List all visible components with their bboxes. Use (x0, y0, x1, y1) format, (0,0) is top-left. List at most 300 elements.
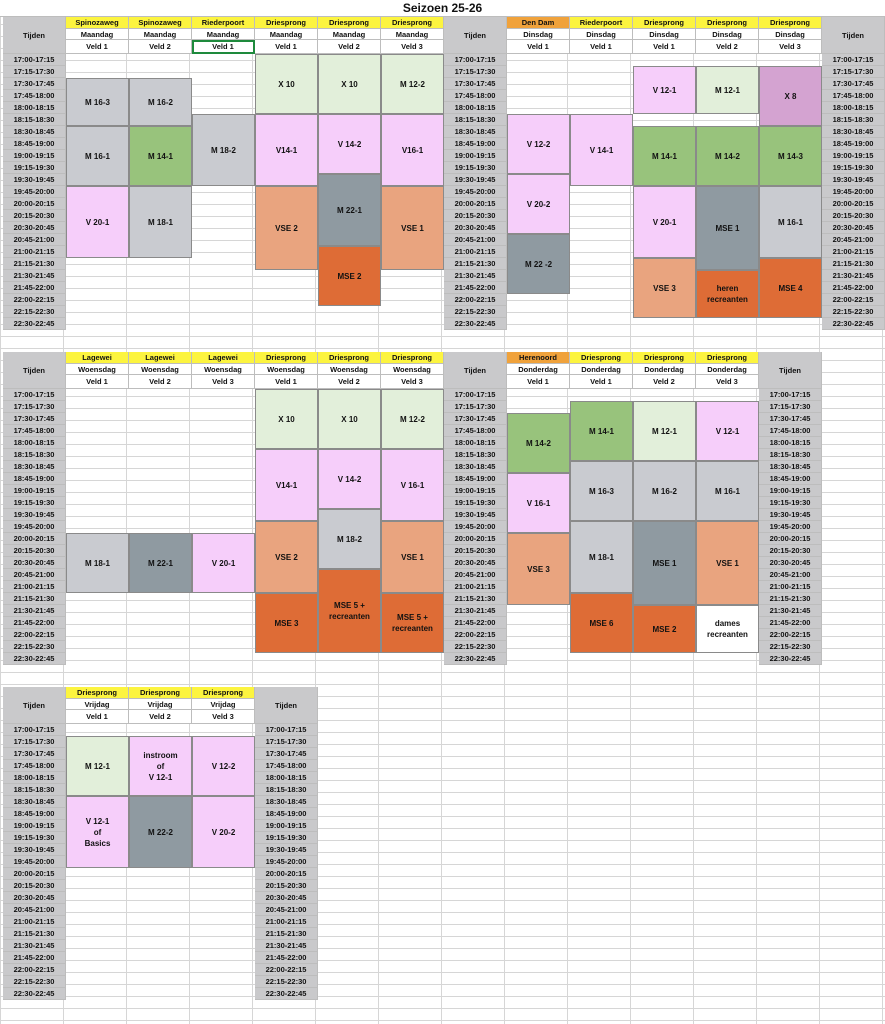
training-block[interactable]: MSE 2 (633, 605, 696, 653)
training-block[interactable]: V 12-2 (507, 114, 570, 174)
time-slot: 22:30-22:45 (444, 653, 507, 665)
training-block[interactable]: MSE 1 (696, 186, 759, 270)
time-slot: 21:30-21:45 (444, 605, 507, 617)
training-block[interactable]: M 14-1 (570, 401, 633, 461)
time-slot: 19:30-19:45 (255, 844, 318, 856)
location-header: Herenoord (507, 352, 570, 364)
time-column-header: Tijden (759, 352, 822, 389)
training-block[interactable]: VSE 3 (507, 533, 570, 605)
training-block[interactable]: M 12-1 (66, 736, 129, 796)
time-slot: 22:00-22:15 (255, 964, 318, 976)
training-block[interactable]: VSE 2 (255, 186, 318, 270)
time-slot: 20:00-20:15 (3, 868, 66, 880)
field-header: Veld 2 (129, 375, 192, 389)
day-header: Vrijdag (192, 699, 255, 710)
time-slot: 20:45-21:00 (3, 904, 66, 916)
time-slot: 19:00-19:15 (255, 820, 318, 832)
time-slot: 18:45-19:00 (3, 808, 66, 820)
time-slot: 19:30-19:45 (3, 509, 66, 521)
location-header: Driesprong (129, 687, 192, 699)
time-slot: 19:15-19:30 (822, 162, 885, 174)
time-slot: 18:30-18:45 (255, 796, 318, 808)
time-slot: 17:45-18:00 (255, 760, 318, 772)
time-slot: 17:30-17:45 (3, 413, 66, 425)
training-block[interactable]: M 18-1 (129, 186, 192, 258)
time-slot: 21:15-21:30 (444, 593, 507, 605)
day-header: Donderdag (696, 364, 759, 375)
time-slot: 22:00-22:15 (3, 629, 66, 641)
time-slot: 17:45-18:00 (444, 90, 507, 102)
time-slot: 19:00-19:15 (822, 150, 885, 162)
training-block[interactable]: M 16-1 (759, 186, 822, 258)
field-header: Veld 3 (759, 40, 822, 54)
time-slot: 20:30-20:45 (255, 892, 318, 904)
training-block[interactable]: VSE 1 (381, 521, 444, 593)
field-header: Veld 1 (66, 375, 129, 389)
training-block[interactable]: X 8 (759, 66, 822, 126)
training-block[interactable]: M 22 -2 (507, 234, 570, 294)
training-block[interactable]: V14-1 (255, 114, 318, 186)
time-slot: 18:00-18:15 (3, 772, 66, 784)
training-block[interactable]: MSE 1 (633, 521, 696, 605)
training-block[interactable]: MSE 4 (759, 258, 822, 318)
day-header: Dinsdag (507, 29, 570, 40)
training-block[interactable]: M 14-1 (129, 126, 192, 186)
time-slot: 22:30-22:45 (3, 653, 66, 665)
day-header: Vrijdag (129, 699, 192, 710)
time-column-header: Tijden (3, 17, 66, 54)
training-block[interactable]: M 12-1 (633, 401, 696, 461)
location-header: Driesprong (381, 352, 444, 364)
time-slot: 19:15-19:30 (3, 162, 66, 174)
time-slot: 20:00-20:15 (3, 533, 66, 545)
time-slot: 19:15-19:30 (444, 497, 507, 509)
time-slot: 22:30-22:45 (759, 653, 822, 665)
time-column-header: Tijden (3, 352, 66, 389)
time-slot: 20:00-20:15 (3, 198, 66, 210)
training-block[interactable]: MSE 2 (318, 246, 381, 306)
time-slot: 20:45-21:00 (3, 234, 66, 246)
time-slot: 19:45-20:00 (3, 186, 66, 198)
field-header: Veld 1 (66, 710, 129, 724)
field-header: Veld 1 (255, 40, 318, 54)
time-slot: 17:45-18:00 (3, 425, 66, 437)
training-block[interactable]: X 10 (255, 389, 318, 449)
time-slot: 21:00-21:15 (3, 581, 66, 593)
time-column-header: Tijden (822, 17, 885, 54)
training-block[interactable]: V 14-1 (570, 114, 633, 186)
time-slot: 17:00-17:15 (444, 389, 507, 401)
time-slot: 21:45-22:00 (3, 282, 66, 294)
time-slot: 22:15-22:30 (444, 641, 507, 653)
location-header: Riederpoort (192, 17, 255, 29)
training-block[interactable]: M 18-2 (318, 509, 381, 569)
time-slot: 18:15-18:30 (759, 449, 822, 461)
training-block[interactable]: MSE 5 + recreanten (381, 593, 444, 653)
time-slot: 18:15-18:30 (3, 449, 66, 461)
training-block[interactable]: MSE 5 + recreanten (318, 569, 381, 653)
time-slot: 21:30-21:45 (3, 605, 66, 617)
time-slot: 21:15-21:30 (822, 258, 885, 270)
time-slot: 20:45-21:00 (3, 569, 66, 581)
field-header: Veld 1 (66, 40, 129, 54)
time-slot: 19:15-19:30 (3, 832, 66, 844)
location-header: Driesprong (696, 17, 759, 29)
field-header: Veld 2 (318, 375, 381, 389)
time-slot: 19:00-19:15 (3, 820, 66, 832)
time-slot: 21:00-21:15 (444, 581, 507, 593)
training-block[interactable]: heren recreanten (696, 270, 759, 318)
training-block[interactable]: VSE 3 (633, 258, 696, 318)
training-block[interactable]: M 18-2 (192, 114, 255, 186)
time-slot: 21:30-21:45 (3, 940, 66, 952)
time-slot: 20:30-20:45 (822, 222, 885, 234)
training-block[interactable]: M 16-1 (66, 126, 129, 186)
time-slot: 17:15-17:30 (3, 66, 66, 78)
time-slot: 17:30-17:45 (3, 748, 66, 760)
time-slot: 18:45-19:00 (444, 138, 507, 150)
time-slot: 20:15-20:30 (444, 545, 507, 557)
training-block[interactable]: V 16-1 (507, 473, 570, 533)
time-slot: 19:30-19:45 (444, 509, 507, 521)
time-slot: 22:00-22:15 (3, 294, 66, 306)
time-slot: 17:30-17:45 (255, 748, 318, 760)
time-slot: 22:15-22:30 (3, 976, 66, 988)
time-slot: 18:00-18:15 (255, 772, 318, 784)
time-slot: 21:45-22:00 (444, 282, 507, 294)
training-block[interactable]: M 16-2 (129, 78, 192, 126)
time-slot: 17:00-17:15 (444, 54, 507, 66)
time-slot: 22:00-22:15 (759, 629, 822, 641)
training-block[interactable]: V 16-1 (381, 449, 444, 521)
time-slot: 17:45-18:00 (822, 90, 885, 102)
field-header: Veld 1 (570, 375, 633, 389)
training-block[interactable]: M 22-1 (318, 174, 381, 246)
time-slot: 18:15-18:30 (3, 784, 66, 796)
training-block[interactable]: VSE 2 (255, 521, 318, 593)
location-header: Driesprong (318, 17, 381, 29)
time-slot: 19:45-20:00 (3, 856, 66, 868)
time-slot: 19:45-20:00 (822, 186, 885, 198)
day-header: Dinsdag (570, 29, 633, 40)
location-header: Driesprong (570, 352, 633, 364)
time-slot: 18:00-18:15 (3, 102, 66, 114)
field-header: Veld 3 (192, 375, 255, 389)
time-slot: 19:00-19:15 (3, 150, 66, 162)
time-slot: 18:30-18:45 (444, 126, 507, 138)
time-slot: 20:45-21:00 (444, 234, 507, 246)
training-block[interactable]: M 12-2 (381, 389, 444, 449)
training-block[interactable]: M 22-1 (129, 533, 192, 593)
field-header: Veld 3 (696, 375, 759, 389)
day-header: Maandag (255, 29, 318, 40)
time-slot: 21:00-21:15 (3, 916, 66, 928)
time-slot: 21:30-21:45 (822, 270, 885, 282)
field-header: Veld 1 (507, 375, 570, 389)
location-header: Driesprong (192, 687, 255, 699)
training-block[interactable]: V 12-1 (633, 66, 696, 114)
time-slot: 20:15-20:30 (3, 545, 66, 557)
time-slot: 18:15-18:30 (3, 114, 66, 126)
location-header: Lagewei (192, 352, 255, 364)
training-block[interactable]: V 12-1 of Basics (66, 796, 129, 868)
time-slot: 21:30-21:45 (255, 940, 318, 952)
training-block[interactable]: V 20-1 (66, 186, 129, 258)
field-header: Veld 1 (633, 40, 696, 54)
training-block[interactable]: V 12-2 (192, 736, 255, 796)
time-slot: 20:00-20:15 (759, 533, 822, 545)
time-slot: 18:45-19:00 (822, 138, 885, 150)
time-slot: 20:00-20:15 (444, 533, 507, 545)
training-block[interactable]: M 22-2 (129, 796, 192, 868)
time-slot: 17:00-17:15 (3, 54, 66, 66)
time-slot: 19:45-20:00 (444, 186, 507, 198)
location-header: Den Dam (507, 17, 570, 29)
time-slot: 17:00-17:15 (759, 389, 822, 401)
training-block[interactable]: M 14-2 (696, 126, 759, 186)
field-header: Veld 1 (507, 40, 570, 54)
time-slot: 18:30-18:45 (822, 126, 885, 138)
time-slot: 17:30-17:45 (3, 78, 66, 90)
field-header: Veld 2 (696, 40, 759, 54)
time-slot: 19:30-19:45 (3, 174, 66, 186)
time-slot: 21:30-21:45 (3, 270, 66, 282)
training-block[interactable]: V 20-1 (192, 533, 255, 593)
time-column-header: Tijden (444, 352, 507, 389)
time-slot: 18:15-18:30 (444, 114, 507, 126)
day-header: Dinsdag (633, 29, 696, 40)
location-header: Driesprong (381, 17, 444, 29)
time-slot: 17:15-17:30 (444, 401, 507, 413)
training-block[interactable]: M 16-2 (633, 461, 696, 521)
training-block[interactable]: V 20-2 (192, 796, 255, 868)
time-slot: 20:00-20:15 (822, 198, 885, 210)
time-slot: 18:00-18:15 (759, 437, 822, 449)
training-block[interactable]: dames recreanten (696, 605, 759, 653)
day-header: Woensdag (255, 364, 318, 375)
day-header: Woensdag (381, 364, 444, 375)
time-slot: 17:15-17:30 (822, 66, 885, 78)
training-block[interactable]: M 16-3 (66, 78, 129, 126)
training-block[interactable]: M 14-2 (507, 413, 570, 473)
time-slot: 21:30-21:45 (444, 270, 507, 282)
time-slot: 20:45-21:00 (822, 234, 885, 246)
field-header: Veld 2 (633, 375, 696, 389)
location-header: Spinozaweg (66, 17, 129, 29)
time-slot: 17:45-18:00 (444, 425, 507, 437)
location-header: Driesprong (66, 687, 129, 699)
field-header: Veld 2 (129, 40, 192, 54)
location-header: Driesprong (696, 352, 759, 364)
time-slot: 22:15-22:30 (759, 641, 822, 653)
time-slot: 18:30-18:45 (759, 461, 822, 473)
field-header: Veld 1 (255, 375, 318, 389)
time-slot: 21:15-21:30 (3, 258, 66, 270)
field-header: Veld 1 (570, 40, 633, 54)
time-slot: 20:45-21:00 (255, 904, 318, 916)
time-slot: 22:15-22:30 (255, 976, 318, 988)
training-block[interactable]: M 12-1 (696, 66, 759, 114)
location-header: Driesprong (759, 17, 822, 29)
time-slot: 17:30-17:45 (444, 413, 507, 425)
time-slot: 17:15-17:30 (759, 401, 822, 413)
time-slot: 18:30-18:45 (444, 461, 507, 473)
time-slot: 21:00-21:15 (3, 246, 66, 258)
location-header: Driesprong (633, 17, 696, 29)
location-header: Lagewei (129, 352, 192, 364)
time-slot: 17:00-17:15 (3, 389, 66, 401)
time-slot: 19:30-19:45 (822, 174, 885, 186)
day-header: Maandag (129, 29, 192, 40)
time-slot: 21:45-22:00 (255, 952, 318, 964)
time-slot: 17:45-18:00 (3, 90, 66, 102)
time-slot: 19:00-19:15 (444, 485, 507, 497)
day-header: Woensdag (129, 364, 192, 375)
time-slot: 20:15-20:30 (444, 210, 507, 222)
day-header: Woensdag (192, 364, 255, 375)
time-slot: 18:15-18:30 (255, 784, 318, 796)
time-slot: 22:00-22:15 (3, 964, 66, 976)
time-slot: 18:45-19:00 (3, 138, 66, 150)
day-header: Vrijdag (66, 699, 129, 710)
time-slot: 22:30-22:45 (255, 988, 318, 1000)
time-slot: 20:00-20:15 (255, 868, 318, 880)
training-block[interactable]: M 14-3 (759, 126, 822, 186)
time-slot: 18:00-18:15 (822, 102, 885, 114)
training-block[interactable]: X 10 (318, 389, 381, 449)
training-block[interactable]: M 16-1 (696, 461, 759, 521)
time-slot: 21:15-21:30 (255, 928, 318, 940)
time-slot: 20:15-20:30 (759, 545, 822, 557)
time-slot: 22:00-22:15 (444, 629, 507, 641)
time-slot: 20:15-20:30 (822, 210, 885, 222)
time-slot: 17:00-17:15 (3, 724, 66, 736)
time-slot: 20:30-20:45 (3, 222, 66, 234)
time-slot: 17:00-17:15 (255, 724, 318, 736)
page-title: Seizoen 25-26 (0, 0, 885, 17)
location-header: Driesprong (318, 352, 381, 364)
time-slot: 19:15-19:30 (759, 497, 822, 509)
selected-cell[interactable]: Veld 1 (192, 40, 255, 54)
time-slot: 19:30-19:45 (3, 844, 66, 856)
time-slot: 19:45-20:00 (3, 521, 66, 533)
time-slot: 19:45-20:00 (255, 856, 318, 868)
day-header: Donderdag (570, 364, 633, 375)
time-slot: 17:15-17:30 (444, 66, 507, 78)
training-block[interactable]: M 14-1 (633, 126, 696, 186)
training-block[interactable]: M 18-1 (570, 521, 633, 593)
training-block[interactable]: V16-1 (381, 114, 444, 186)
location-header: Driesprong (255, 352, 318, 364)
time-slot: 21:15-21:30 (759, 593, 822, 605)
time-column-header: Tijden (255, 687, 318, 724)
time-column-header: Tijden (3, 687, 66, 724)
time-slot: 22:00-22:15 (822, 294, 885, 306)
training-block[interactable]: instroom of V 12-1 (129, 736, 192, 796)
time-slot: 19:15-19:30 (444, 162, 507, 174)
location-header: Driesprong (255, 17, 318, 29)
time-slot: 21:15-21:30 (3, 928, 66, 940)
training-block[interactable]: X 10 (255, 54, 318, 114)
training-block[interactable]: V 14-2 (318, 449, 381, 509)
time-slot: 18:30-18:45 (3, 796, 66, 808)
training-block[interactable]: X 10 (318, 54, 381, 114)
training-block[interactable]: M 18-1 (66, 533, 129, 593)
time-slot: 21:15-21:30 (3, 593, 66, 605)
time-slot: 21:00-21:15 (822, 246, 885, 258)
time-slot: 22:15-22:30 (3, 306, 66, 318)
time-slot: 21:00-21:15 (255, 916, 318, 928)
training-block[interactable]: V 20-1 (633, 186, 696, 258)
location-header: Riederpoort (570, 17, 633, 29)
time-slot: 20:15-20:30 (3, 210, 66, 222)
time-slot: 20:15-20:30 (3, 880, 66, 892)
training-block[interactable]: M 12-2 (381, 54, 444, 114)
training-block[interactable]: VSE 1 (381, 186, 444, 270)
time-slot: 20:30-20:45 (759, 557, 822, 569)
training-block[interactable]: MSE 3 (255, 593, 318, 653)
time-column-header: Tijden (444, 17, 507, 54)
time-slot: 18:45-19:00 (444, 473, 507, 485)
training-block[interactable]: MSE 6 (570, 593, 633, 653)
time-slot: 21:45-22:00 (444, 617, 507, 629)
time-slot: 21:45-22:00 (3, 952, 66, 964)
time-slot: 19:00-19:15 (759, 485, 822, 497)
time-slot: 20:00-20:15 (444, 198, 507, 210)
time-slot: 22:30-22:45 (444, 318, 507, 330)
time-slot: 17:15-17:30 (3, 401, 66, 413)
field-header: Veld 3 (381, 375, 444, 389)
time-slot: 17:30-17:45 (822, 78, 885, 90)
time-slot: 18:45-19:00 (759, 473, 822, 485)
time-slot: 18:45-19:00 (255, 808, 318, 820)
day-header: Maandag (318, 29, 381, 40)
field-header: Veld 3 (381, 40, 444, 54)
time-slot: 22:15-22:30 (822, 306, 885, 318)
time-slot: 19:30-19:45 (444, 174, 507, 186)
time-slot: 17:15-17:30 (255, 736, 318, 748)
time-slot: 18:00-18:15 (3, 437, 66, 449)
time-slot: 21:45-22:00 (759, 617, 822, 629)
time-slot: 20:45-21:00 (444, 569, 507, 581)
time-slot: 19:00-19:15 (444, 150, 507, 162)
day-header: Maandag (192, 29, 255, 40)
day-header: Donderdag (507, 364, 570, 375)
time-slot: 18:00-18:15 (444, 102, 507, 114)
training-block[interactable]: M 16-3 (570, 461, 633, 521)
day-header: Dinsdag (759, 29, 822, 40)
time-slot: 20:15-20:30 (255, 880, 318, 892)
day-header: Woensdag (66, 364, 129, 375)
training-block[interactable]: V 12-1 (696, 401, 759, 461)
time-slot: 19:00-19:15 (3, 485, 66, 497)
training-block[interactable]: V 20-2 (507, 174, 570, 234)
time-slot: 22:30-22:45 (3, 988, 66, 1000)
training-block[interactable]: VSE 1 (696, 521, 759, 605)
time-slot: 18:15-18:30 (444, 449, 507, 461)
day-header: Dinsdag (696, 29, 759, 40)
time-slot: 21:00-21:15 (759, 581, 822, 593)
time-slot: 21:45-22:00 (822, 282, 885, 294)
time-slot: 18:30-18:45 (3, 126, 66, 138)
location-header: Driesprong (633, 352, 696, 364)
time-slot: 20:30-20:45 (3, 892, 66, 904)
training-block[interactable]: V 14-2 (318, 114, 381, 174)
time-slot: 18:30-18:45 (3, 461, 66, 473)
training-block[interactable]: V14-1 (255, 449, 318, 521)
time-slot: 17:15-17:30 (3, 736, 66, 748)
time-slot: 21:15-21:30 (444, 258, 507, 270)
